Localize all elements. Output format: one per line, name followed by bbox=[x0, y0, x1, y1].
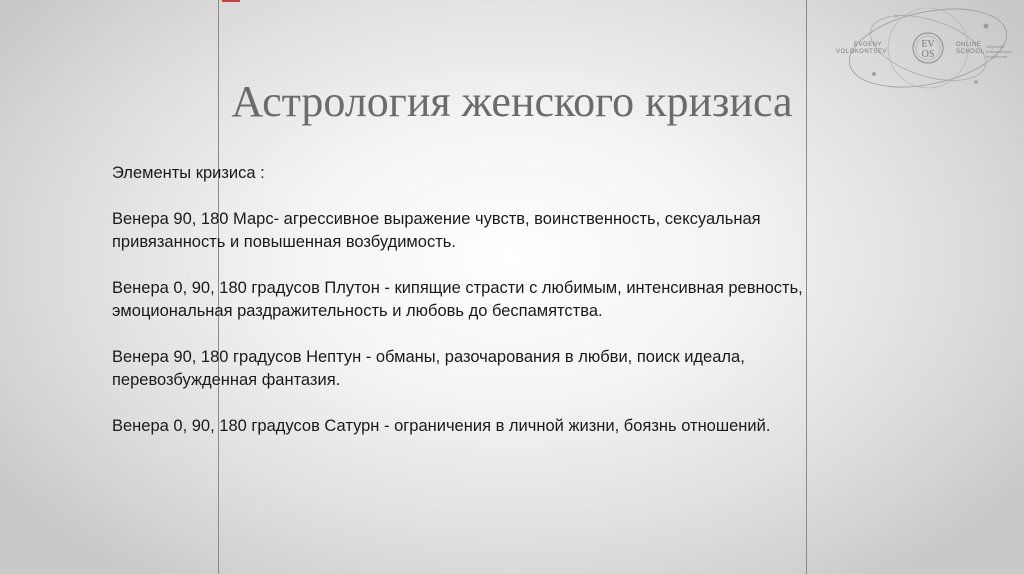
slide-title: Астрология женского кризиса bbox=[231, 77, 793, 126]
logo-monogram-top: EV bbox=[921, 39, 935, 50]
logo-name bbox=[836, 42, 887, 56]
paragraph-venus-pluto: Венера 0, 90, 180 градусов Плутон - кипящие страсти с любимым, интенсивная ревность, эмоциональная раздражительность и любовь до беспамятства. bbox=[112, 279, 803, 320]
paragraph-venus-saturn: Венера 0, 90, 180 градусов Сатурн - ограничения в личной жизни, боязнь отношений. bbox=[112, 417, 771, 435]
logo-sub-line1: Обучение bbox=[986, 44, 1005, 49]
logo-sub-line2: Классическая bbox=[986, 49, 1012, 54]
slide-body bbox=[112, 162, 872, 461]
red-marker bbox=[222, 0, 240, 2]
logo-name-first: EVGENY bbox=[853, 42, 882, 48]
logo-monogram-bottom: OS bbox=[921, 49, 935, 60]
logo-school-line1: ONLINE bbox=[956, 42, 982, 48]
logo-subtitle bbox=[986, 44, 1016, 59]
intro-text: Элементы кризиса : bbox=[112, 164, 265, 182]
logo-school-line2: SCHOOL bbox=[956, 49, 985, 55]
paragraph-venus-neptune: Венера 90, 180 градусов Нептун - обманы, разочарования в любви, поиск идеала, перевозбужденная фантазия. bbox=[112, 348, 745, 389]
logo-sub-line3: Астрология bbox=[986, 54, 1008, 59]
paragraph-venus-mars: Венера 90, 180 Марс- агрессивное выражение чувств, воинственность, сексуальная привязанность и повышенная возбудимость. bbox=[112, 210, 761, 251]
logo-name-last: VOLOKONTSEV bbox=[836, 49, 887, 55]
